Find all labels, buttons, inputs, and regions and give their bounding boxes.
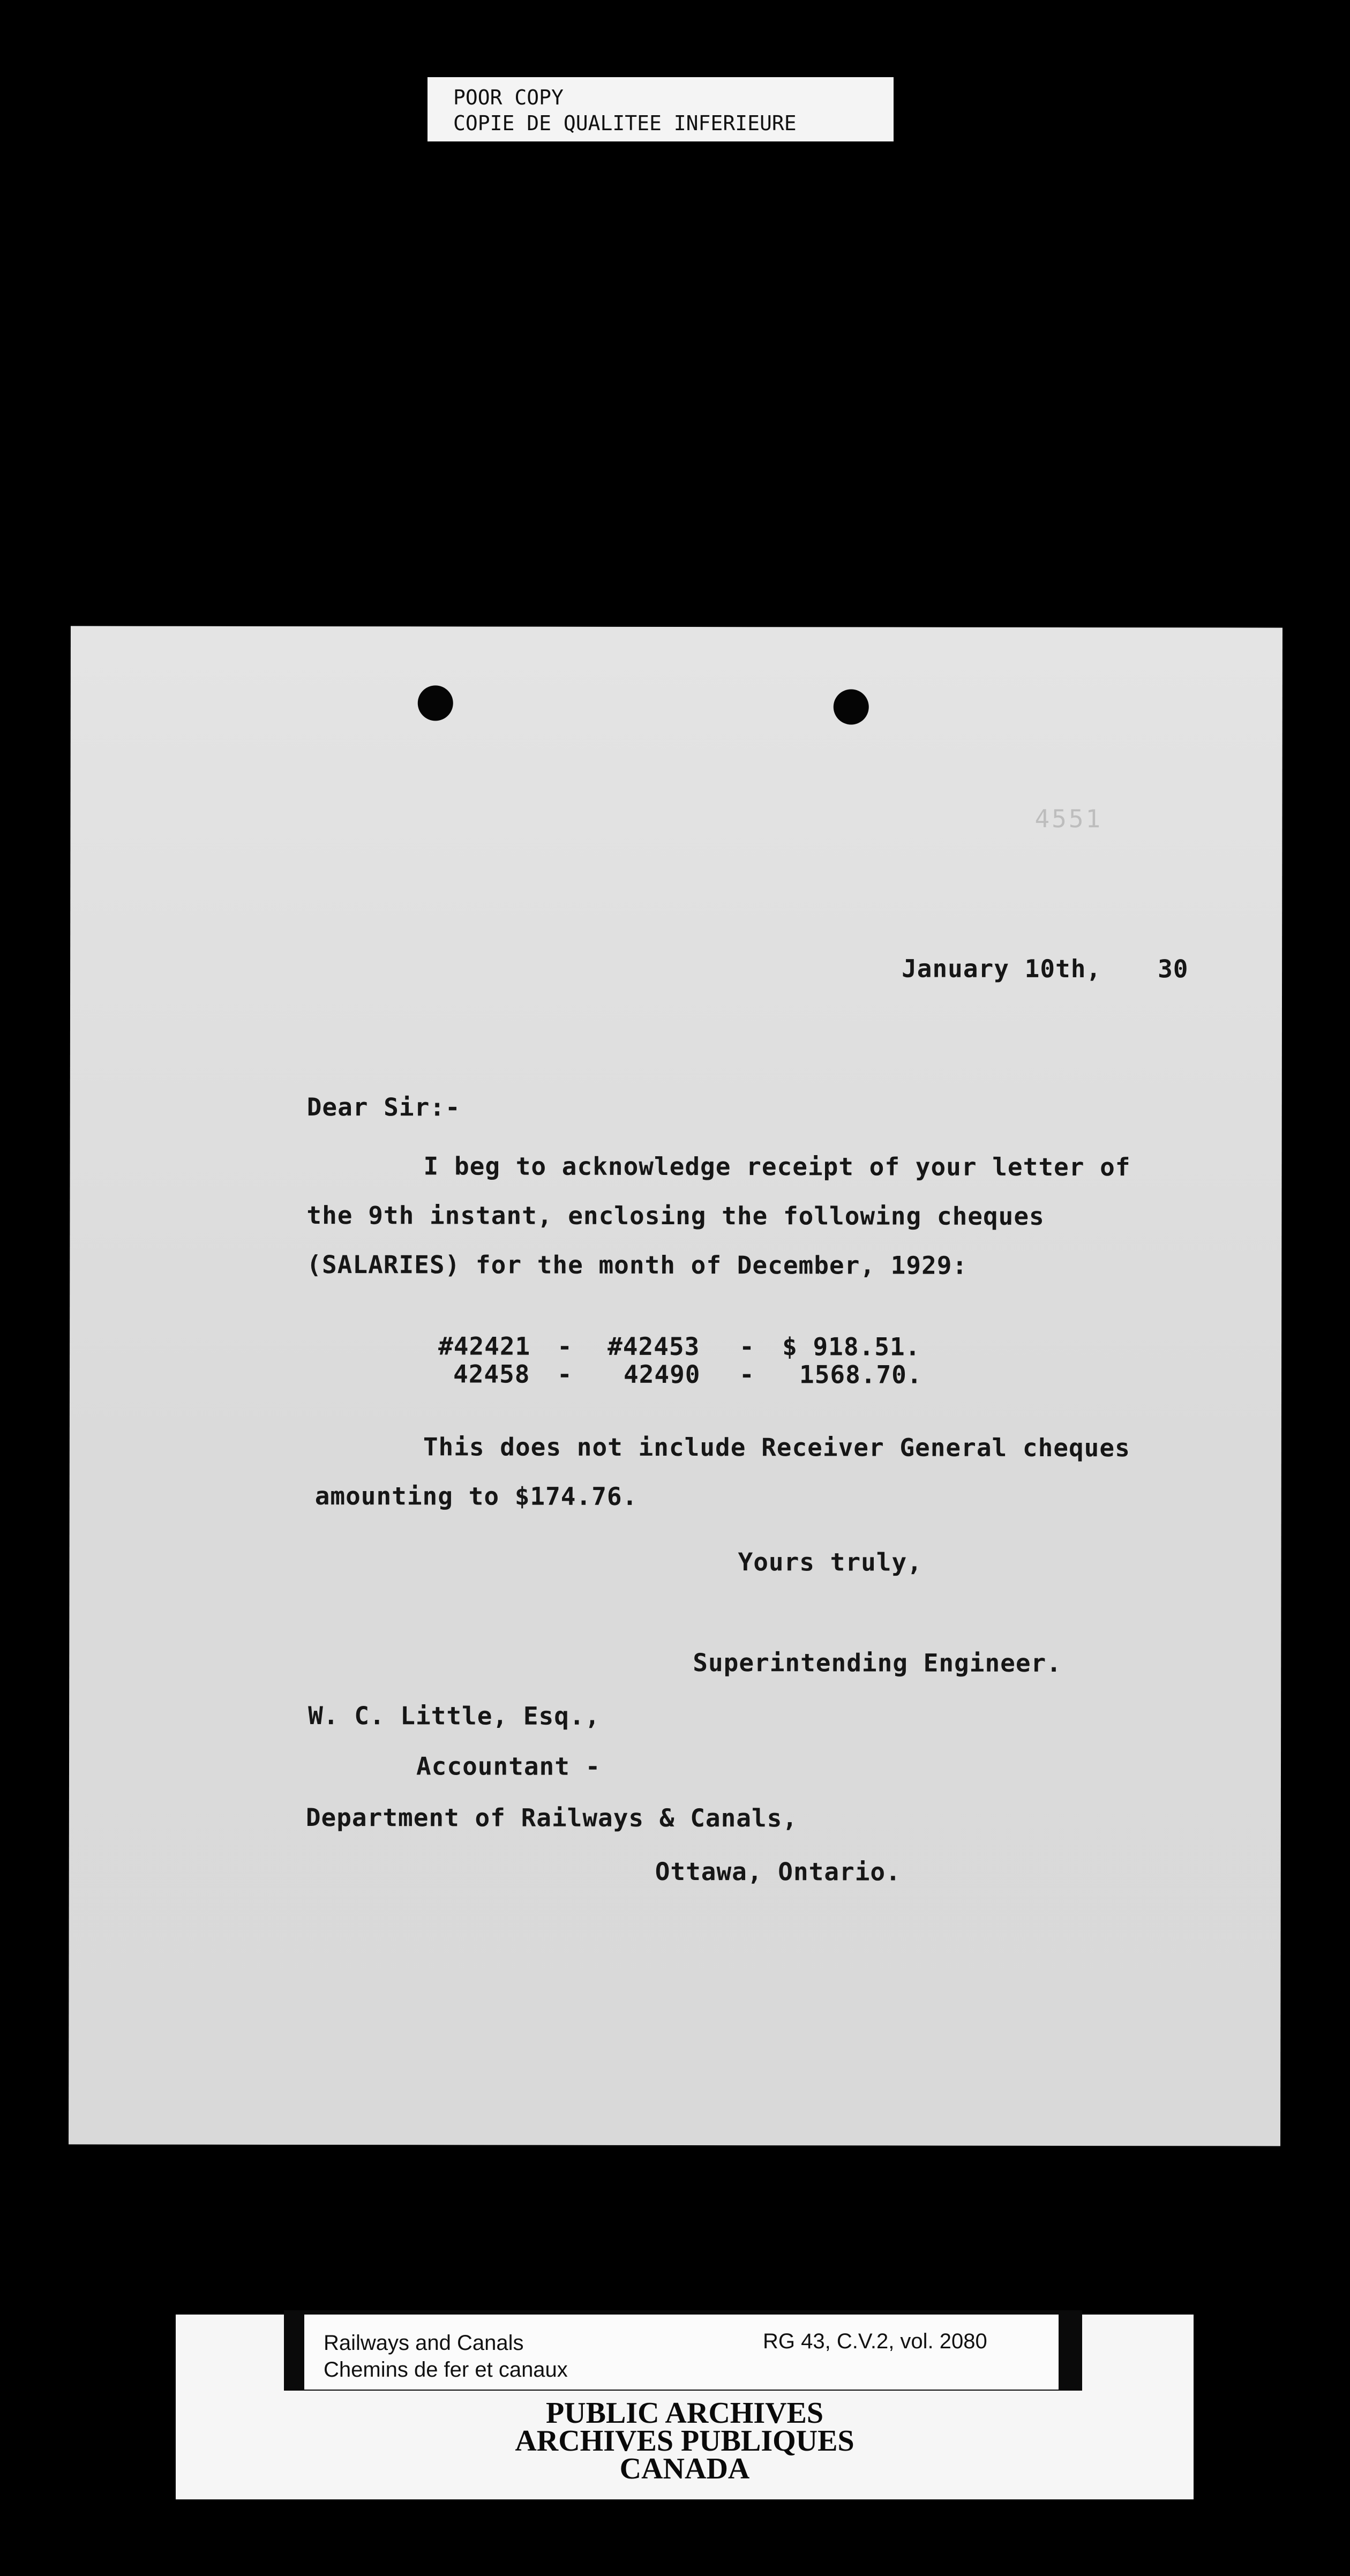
cheque-dash: - [557,1331,573,1361]
note-line-2: amounting to $174.76. [314,1481,638,1511]
archive-series [324,2330,568,2383]
archive-series-fr: Chemins de fer et canaux [324,2358,568,2382]
poor-copy-line-fr: COPIE DE QUALITEE INFERIEURE [453,111,797,135]
archive-title-country: CANADA [619,2452,750,2485]
cheque-from: 42458 [453,1359,530,1389]
body-line-1: I beg to acknowledge receipt of your letter of [423,1151,1131,1182]
body-line-3: (SALARIES) for the month of December, 1929: [306,1250,968,1280]
closing: Yours truly, [738,1547,922,1577]
cheque-to: 42490 [623,1359,701,1389]
cheque-from: #42421 [438,1331,531,1361]
recipient-city: Ottawa, Ontario. [655,1856,901,1886]
cheque-amount: 1568.70. [799,1360,922,1389]
letter-date: January 10th, [902,954,1102,984]
archive-series-en: Railways and Canals [324,2331,524,2355]
cheque-to: #42453 [608,1331,700,1361]
recipient-title: Accountant - [416,1751,601,1781]
punch-hole-left [418,685,453,721]
poor-copy-label [428,77,894,141]
cheque-amount: $ 918.51. [782,1332,921,1361]
poor-copy-line-en: POOR COPY [453,86,564,109]
punch-hole-right [834,689,869,724]
archive-title-en: PUBLIC ARCHIVES [545,2397,824,2430]
archive-title-fr: ARCHIVES PUBLIQUES [515,2424,854,2458]
letter-year: 30 [1158,954,1189,984]
archive-title [444,2399,926,2483]
body-line-2: the 9th instant, enclosing the following cheques [306,1201,1045,1231]
cheque-dash: - [739,1332,755,1361]
recipient-department: Department of Railways & Canals, [305,1803,798,1833]
cheque-dash: - [739,1360,755,1389]
cheque-dash: - [557,1359,573,1389]
file-number-stamp: 4551 [1034,804,1103,834]
recipient-name: W. C. Little, Esq., [308,1701,601,1731]
archive-reference: RG 43, C.V.2, vol. 2080 [763,2330,987,2353]
signature-title: Superintending Engineer. [693,1648,1062,1678]
salutation: Dear Sir:- [306,1092,461,1122]
note-line-1: This does not include Receiver General cheques [423,1432,1130,1463]
letter-sheet [69,626,1282,2146]
